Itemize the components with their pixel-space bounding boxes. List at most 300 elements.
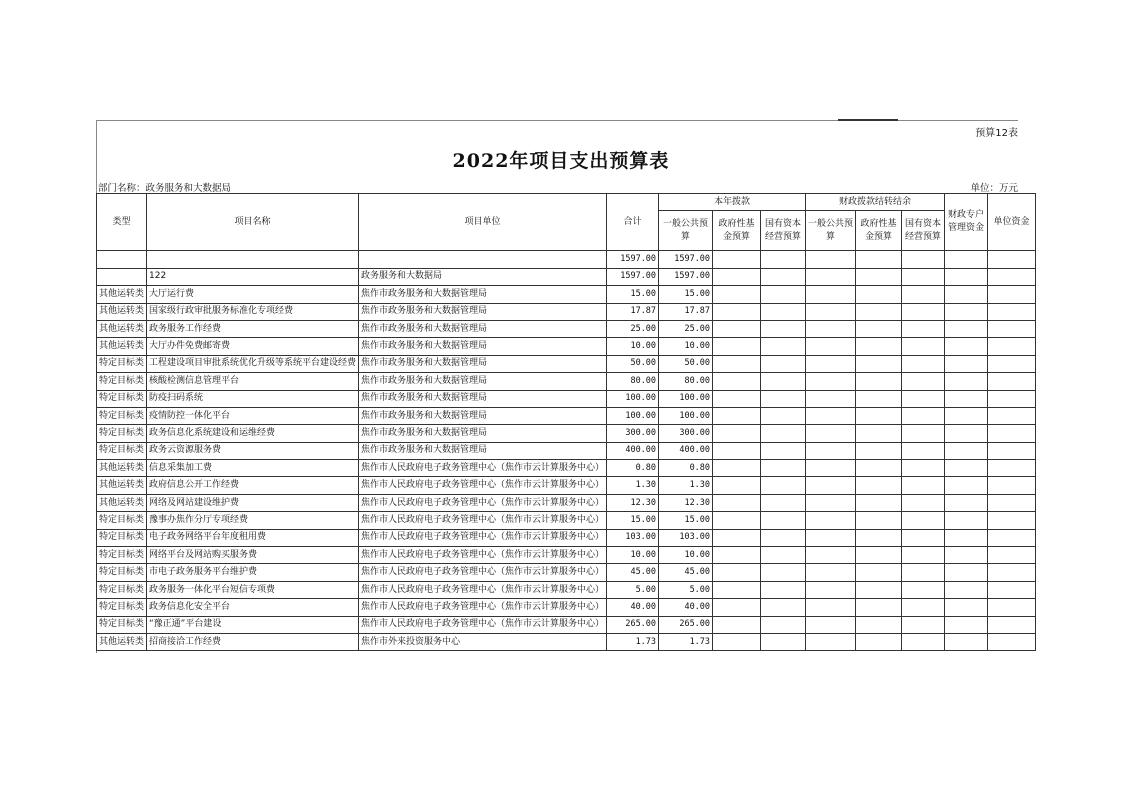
row-total-cell: 0.80 [607,460,659,477]
row-type-cell [97,251,147,268]
row-project-unit-cell: 焦作市人民政府电子政务管理中心（焦作市云计算服务中心） [359,616,607,633]
row-gov-fund-cell [713,494,761,511]
row-state-capital-cell [761,303,806,320]
row-project-name-cell [147,251,359,268]
row-type-cell: 特定目标类 [97,425,147,442]
row-unit-funds-cell [988,303,1036,320]
row-fiscal-special-cell [945,494,988,511]
row-carry-gov-fund-cell [856,547,902,564]
row-fiscal-special-cell [945,547,988,564]
row-project-unit-cell [359,251,607,268]
row-state-capital-cell [761,564,806,581]
row-carry-gov-fund-cell [856,477,902,494]
row-fiscal-special-cell [945,529,988,546]
row-fiscal-special-cell [945,320,988,337]
row-state-capital-cell [761,529,806,546]
row-carry-gov-fund-cell [856,616,902,633]
row-carry-general-cell [806,460,856,477]
row-state-capital-cell [761,320,806,337]
row-general-public-cell: 80.00 [659,373,713,390]
row-unit-funds-cell [988,494,1036,511]
row-general-public-cell: 5.00 [659,581,713,598]
header-general-public: 一般公共预算 [659,211,713,251]
row-unit-funds-cell [988,251,1036,268]
row-carry-general-cell [806,494,856,511]
row-type-cell [97,268,147,285]
row-project-unit-cell: 焦作市人民政府电子政务管理中心（焦作市云计算服务中心） [359,599,607,616]
page-title: 2022年项目支出预算表 [452,150,670,172]
row-project-name-cell: 招商接洽工作经费 [147,633,359,650]
row-total-cell: 1.73 [607,633,659,650]
row-project-unit-cell: 焦作市政务服务和大数据管理局 [359,286,607,303]
row-unit-funds-cell [988,373,1036,390]
row-carry-gov-fund-cell [856,390,902,407]
row-type-cell: 特定目标类 [97,390,147,407]
row-project-unit-cell: 政务服务和大数据局 [359,268,607,285]
row-type-cell: 特定目标类 [97,407,147,424]
row-type-cell: 特定目标类 [97,373,147,390]
row-carry-gov-fund-cell [856,529,902,546]
row-project-unit-cell: 焦作市外来投资服务中心 [359,633,607,650]
row-total-cell: 400.00 [607,442,659,459]
row-total-cell: 1597.00 [607,251,659,268]
header-fiscal-special: 财政专户管理资金 [945,194,988,251]
row-carry-general-cell [806,581,856,598]
row-type-cell: 其他运转类 [97,460,147,477]
row-fiscal-special-cell [945,442,988,459]
row-carry-gov-fund-cell [856,338,902,355]
row-gov-fund-cell [713,529,761,546]
row-fiscal-special-cell [945,303,988,320]
row-project-name-cell: 疫情防控一体化平台 [147,407,359,424]
row-unit-funds-cell [988,442,1036,459]
header-gov-fund: 政府性基金预算 [713,211,761,251]
row-total-cell: 5.00 [607,581,659,598]
row-carry-state-capital-cell [902,425,945,442]
row-project-unit-cell: 焦作市政务服务和大数据管理局 [359,425,607,442]
table-row [97,529,1036,546]
row-project-name-cell: 电子政务网络平台年度租用费 [147,529,359,546]
row-carry-state-capital-cell [902,581,945,598]
row-general-public-cell: 17.87 [659,303,713,320]
row-project-unit-cell: 焦作市政务服务和大数据管理局 [359,442,607,459]
row-carry-state-capital-cell [902,547,945,564]
table-row [97,599,1036,616]
row-carry-gov-fund-cell [856,599,902,616]
header-carry-gov-fund: 政府性基金预算 [856,211,902,251]
row-total-cell: 45.00 [607,564,659,581]
row-carry-state-capital-cell [902,407,945,424]
row-carry-state-capital-cell [902,529,945,546]
row-general-public-cell: 1.30 [659,477,713,494]
row-unit-funds-cell [988,320,1036,337]
row-fiscal-special-cell [945,407,988,424]
row-type-cell: 特定目标类 [97,512,147,529]
row-fiscal-special-cell [945,390,988,407]
row-fiscal-special-cell [945,286,988,303]
table-row [97,494,1036,511]
row-general-public-cell: 45.00 [659,564,713,581]
row-gov-fund-cell [713,286,761,303]
row-carry-general-cell [806,442,856,459]
row-carry-general-cell [806,338,856,355]
row-fiscal-special-cell [945,338,988,355]
row-carry-gov-fund-cell [856,564,902,581]
row-carry-general-cell [806,251,856,268]
header-project-unit: 项目单位 [359,194,607,251]
row-carry-general-cell [806,355,856,372]
row-general-public-cell: 100.00 [659,407,713,424]
row-state-capital-cell [761,390,806,407]
table-row [97,303,1036,320]
row-carry-state-capital-cell [902,373,945,390]
row-unit-funds-cell [988,581,1036,598]
row-project-name-cell: 122 [147,268,359,285]
row-gov-fund-cell [713,460,761,477]
row-carry-general-cell [806,547,856,564]
row-type-cell: 特定目标类 [97,442,147,459]
row-carry-general-cell [806,564,856,581]
row-unit-funds-cell [988,407,1036,424]
row-gov-fund-cell [713,599,761,616]
row-state-capital-cell [761,425,806,442]
row-carry-general-cell [806,633,856,650]
row-unit-funds-cell [988,425,1036,442]
table-row [97,320,1036,337]
row-carry-state-capital-cell [902,494,945,511]
budget-table [96,193,1036,651]
row-state-capital-cell [761,494,806,511]
row-carry-general-cell [806,425,856,442]
row-fiscal-special-cell [945,477,988,494]
row-gov-fund-cell [713,355,761,372]
row-type-cell: 特定目标类 [97,616,147,633]
row-state-capital-cell [761,547,806,564]
row-project-unit-cell: 焦作市政务服务和大数据管理局 [359,303,607,320]
row-fiscal-special-cell [945,460,988,477]
row-unit-funds-cell [988,355,1036,372]
row-state-capital-cell [761,251,806,268]
row-project-name-cell: 网络平台及网站购买服务费 [147,547,359,564]
row-state-capital-cell [761,477,806,494]
row-carry-general-cell [806,268,856,285]
table-row [97,338,1036,355]
row-type-cell: 特定目标类 [97,547,147,564]
row-gov-fund-cell [713,373,761,390]
row-gov-fund-cell [713,512,761,529]
department-label: 部门名称：政务服务和大数据局 [98,183,232,194]
row-state-capital-cell [761,633,806,650]
table-row [97,268,1036,285]
table-row [97,286,1036,303]
row-gov-fund-cell [713,616,761,633]
row-project-name-cell: 大厅运行费 [147,286,359,303]
row-carry-gov-fund-cell [856,320,902,337]
row-carry-general-cell [806,286,856,303]
row-project-unit-cell: 焦作市人民政府电子政务管理中心（焦作市云计算服务中心） [359,581,607,598]
row-carry-gov-fund-cell [856,460,902,477]
row-project-unit-cell: 焦作市政务服务和大数据管理局 [359,338,607,355]
table-row [97,547,1036,564]
row-total-cell: 12.30 [607,494,659,511]
row-project-name-cell: 防疫扫码系统 [147,390,359,407]
header-carry-general-public: 一般公共预算 [806,211,856,251]
row-project-name-cell: 政务云资源服务费 [147,442,359,459]
row-project-unit-cell: 焦作市政务服务和大数据管理局 [359,390,607,407]
row-carry-gov-fund-cell [856,407,902,424]
row-carry-gov-fund-cell [856,425,902,442]
header-fiscal-carryover: 财政拨款结转结余 [806,194,945,211]
row-unit-funds-cell [988,268,1036,285]
row-project-name-cell: 国家级行政审批服务标准化专项经费 [147,303,359,320]
row-project-unit-cell: 焦作市人民政府电子政务管理中心（焦作市云计算服务中心） [359,494,607,511]
table-row [97,373,1036,390]
table-row [97,633,1036,650]
row-state-capital-cell [761,512,806,529]
row-project-name-cell: 政府信息公开工作经费 [147,477,359,494]
form-number: 预算12表 [975,128,1018,139]
row-general-public-cell: 265.00 [659,616,713,633]
row-gov-fund-cell [713,268,761,285]
row-carry-general-cell [806,599,856,616]
row-carry-state-capital-cell [902,355,945,372]
row-type-cell: 其他运转类 [97,477,147,494]
row-total-cell: 100.00 [607,407,659,424]
row-gov-fund-cell [713,477,761,494]
row-fiscal-special-cell [945,633,988,650]
row-total-cell: 300.00 [607,425,659,442]
row-type-cell: 特定目标类 [97,581,147,598]
row-type-cell: 其他运转类 [97,338,147,355]
header-carry-state-capital: 国有资本经营预算 [902,211,945,251]
row-gov-fund-cell [713,407,761,424]
row-carry-general-cell [806,529,856,546]
row-type-cell: 其他运转类 [97,633,147,650]
table-row [97,355,1036,372]
header-current-year: 本年拨款 [659,194,806,211]
row-unit-funds-cell [988,512,1036,529]
row-general-public-cell: 10.00 [659,338,713,355]
row-project-name-cell: 政务信息化安全平台 [147,599,359,616]
row-carry-general-cell [806,373,856,390]
row-project-unit-cell: 焦作市人民政府电子政务管理中心（焦作市云计算服务中心） [359,547,607,564]
row-carry-gov-fund-cell [856,268,902,285]
row-state-capital-cell [761,268,806,285]
row-gov-fund-cell [713,547,761,564]
row-general-public-cell: 0.80 [659,460,713,477]
row-general-public-cell: 25.00 [659,320,713,337]
row-gov-fund-cell [713,390,761,407]
row-gov-fund-cell [713,303,761,320]
row-unit-funds-cell [988,547,1036,564]
row-total-cell: 100.00 [607,390,659,407]
header-total: 合计 [607,194,659,251]
row-project-name-cell: “豫正通”平台建设 [147,616,359,633]
row-carry-state-capital-cell [902,564,945,581]
row-general-public-cell: 1597.00 [659,251,713,268]
row-carry-gov-fund-cell [856,251,902,268]
table-body [97,251,1036,651]
row-total-cell: 15.00 [607,512,659,529]
row-general-public-cell: 300.00 [659,425,713,442]
row-state-capital-cell [761,373,806,390]
row-state-capital-cell [761,599,806,616]
row-carry-gov-fund-cell [856,512,902,529]
row-carry-state-capital-cell [902,390,945,407]
row-total-cell: 80.00 [607,373,659,390]
row-unit-funds-cell [988,564,1036,581]
row-gov-fund-cell [713,442,761,459]
row-total-cell: 103.00 [607,529,659,546]
row-carry-state-capital-cell [902,460,945,477]
row-unit-funds-cell [988,460,1036,477]
row-general-public-cell: 103.00 [659,529,713,546]
row-state-capital-cell [761,442,806,459]
row-gov-fund-cell [713,633,761,650]
row-fiscal-special-cell [945,251,988,268]
row-total-cell: 40.00 [607,599,659,616]
row-carry-state-capital-cell [902,320,945,337]
row-project-name-cell: 豫事办焦作分厅专项经费 [147,512,359,529]
row-state-capital-cell [761,355,806,372]
table-row [97,251,1036,268]
row-total-cell: 15.00 [607,286,659,303]
row-carry-gov-fund-cell [856,303,902,320]
table-row [97,564,1036,581]
row-project-unit-cell: 焦作市人民政府电子政务管理中心（焦作市云计算服务中心） [359,529,607,546]
row-carry-state-capital-cell [902,633,945,650]
row-unit-funds-cell [988,616,1036,633]
row-project-name-cell: 政务信息化系统建设和运维经费 [147,425,359,442]
row-project-name-cell: 网络及网站建设维护费 [147,494,359,511]
header-state-capital: 国有资本经营预算 [761,211,806,251]
table-row [97,616,1036,633]
row-total-cell: 10.00 [607,547,659,564]
row-state-capital-cell [761,407,806,424]
row-project-unit-cell: 焦作市政务服务和大数据管理局 [359,355,607,372]
row-carry-general-cell [806,616,856,633]
row-general-public-cell: 100.00 [659,390,713,407]
row-total-cell: 25.00 [607,320,659,337]
row-carry-state-capital-cell [902,251,945,268]
row-state-capital-cell [761,338,806,355]
row-carry-general-cell [806,477,856,494]
row-total-cell: 265.00 [607,616,659,633]
row-project-unit-cell: 焦作市人民政府电子政务管理中心（焦作市云计算服务中心） [359,512,607,529]
row-type-cell: 特定目标类 [97,355,147,372]
row-type-cell: 其他运转类 [97,494,147,511]
row-carry-state-capital-cell [902,477,945,494]
row-unit-funds-cell [988,390,1036,407]
row-carry-gov-fund-cell [856,494,902,511]
row-fiscal-special-cell [945,512,988,529]
header-type: 类型 [97,194,147,251]
row-carry-general-cell [806,303,856,320]
row-fiscal-special-cell [945,599,988,616]
row-carry-state-capital-cell [902,512,945,529]
row-gov-fund-cell [713,320,761,337]
row-general-public-cell: 50.00 [659,355,713,372]
row-project-name-cell: 信息采集加工费 [147,460,359,477]
row-carry-state-capital-cell [902,616,945,633]
table-row [97,390,1036,407]
row-state-capital-cell [761,616,806,633]
row-carry-state-capital-cell [902,286,945,303]
row-unit-funds-cell [988,599,1036,616]
row-carry-gov-fund-cell [856,286,902,303]
row-project-unit-cell: 焦作市政务服务和大数据管理局 [359,407,607,424]
table-row [97,460,1036,477]
row-carry-general-cell [806,512,856,529]
row-type-cell: 特定目标类 [97,529,147,546]
row-fiscal-special-cell [945,425,988,442]
row-carry-state-capital-cell [902,599,945,616]
row-gov-fund-cell [713,338,761,355]
row-fiscal-special-cell [945,616,988,633]
row-type-cell: 其他运转类 [97,303,147,320]
row-type-cell: 特定目标类 [97,564,147,581]
row-project-name-cell: 政务服务一体化平台短信专项费 [147,581,359,598]
row-total-cell: 10.00 [607,338,659,355]
row-general-public-cell: 1.73 [659,633,713,650]
row-project-unit-cell: 焦作市政务服务和大数据管理局 [359,320,607,337]
row-fiscal-special-cell [945,355,988,372]
row-fiscal-special-cell [945,581,988,598]
row-total-cell: 1597.00 [607,268,659,285]
row-type-cell: 其他运转类 [97,320,147,337]
row-state-capital-cell [761,581,806,598]
row-type-cell: 其他运转类 [97,286,147,303]
table-row [97,581,1036,598]
row-fiscal-special-cell [945,268,988,285]
row-carry-state-capital-cell [902,303,945,320]
row-project-name-cell: 市电子政务服务平台维护费 [147,564,359,581]
row-gov-fund-cell [713,564,761,581]
row-fiscal-special-cell [945,373,988,390]
header-project-name: 项目名称 [147,194,359,251]
table-row [97,442,1036,459]
row-general-public-cell: 400.00 [659,442,713,459]
header-unit-funds: 单位资金 [988,194,1036,251]
row-carry-gov-fund-cell [856,442,902,459]
row-carry-state-capital-cell [902,442,945,459]
row-general-public-cell: 40.00 [659,599,713,616]
row-project-name-cell: 大厅办件免费邮寄费 [147,338,359,355]
table-row [97,477,1036,494]
row-unit-funds-cell [988,338,1036,355]
row-carry-gov-fund-cell [856,633,902,650]
table-row [97,425,1036,442]
row-general-public-cell: 10.00 [659,547,713,564]
row-general-public-cell: 1597.00 [659,268,713,285]
row-carry-gov-fund-cell [856,581,902,598]
row-project-name-cell: 政务服务工作经费 [147,320,359,337]
row-project-unit-cell: 焦作市人民政府电子政务管理中心（焦作市云计算服务中心） [359,477,607,494]
row-fiscal-special-cell [945,564,988,581]
row-unit-funds-cell [988,477,1036,494]
row-carry-general-cell [806,390,856,407]
row-gov-fund-cell [713,425,761,442]
row-unit-funds-cell [988,633,1036,650]
row-project-unit-cell: 焦作市政务服务和大数据管理局 [359,373,607,390]
row-project-unit-cell: 焦作市人民政府电子政务管理中心（焦作市云计算服务中心） [359,460,607,477]
unit-label: 单位：万元 [970,183,1018,194]
row-type-cell: 特定目标类 [97,599,147,616]
row-carry-general-cell [806,407,856,424]
row-state-capital-cell [761,286,806,303]
row-carry-state-capital-cell [902,338,945,355]
row-carry-gov-fund-cell [856,355,902,372]
